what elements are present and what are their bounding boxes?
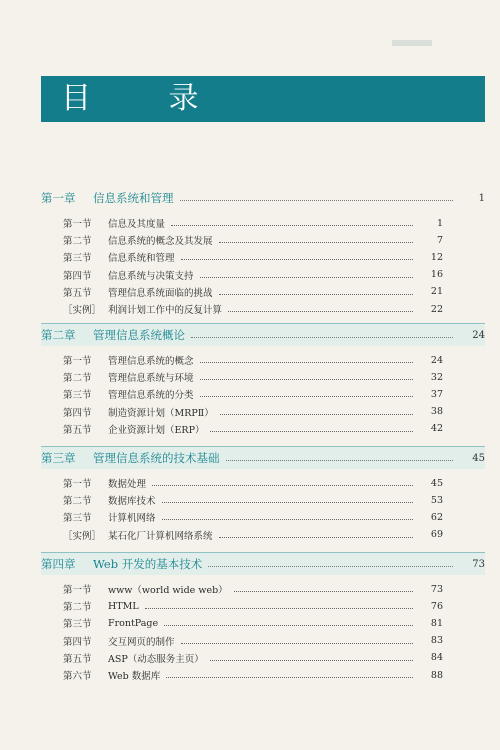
chapter-number: 第二章 [41,328,76,342]
section-number: 第五节 [63,424,92,436]
chapter-divider [41,446,485,447]
section-page-number: 16 [430,269,443,281]
chapter-number: 第一章 [41,191,76,205]
section-title: 管理信息系统与环境 [108,373,194,385]
chapter-heading [41,447,485,469]
toc-entry [63,667,443,683]
section-number: 第四节 [63,636,92,648]
chapter-heading [41,187,485,209]
dot-leader [219,293,413,295]
section-title: HTML [108,600,139,612]
chapter-heading [41,553,485,575]
section-title: 管理信息系统面临的挑战 [108,287,213,299]
section-title: 信息及其度量 [108,219,166,230]
toc-entry [63,301,443,317]
section-number: 第二节 [63,602,92,614]
chapter-title: 信息系统和管理 [93,191,174,205]
section-number: 第二节 [63,373,92,385]
toc-entry [63,509,443,525]
chapter-title: 管理信息系统概论 [93,328,185,342]
dot-leader [228,310,413,312]
section-page-number: 73 [430,583,443,595]
toc-entry [63,232,443,248]
section-number: ［实例］ [63,530,102,542]
section-title: 信息系统与决策支持 [108,270,194,282]
section-title: 信息系统和管理 [108,253,175,265]
section-number: 第三节 [63,253,92,265]
section-number: 第三节 [63,390,92,402]
dot-leader [219,536,413,538]
section-page-number: 21 [430,286,443,298]
dot-leader [145,607,413,609]
section-title: 制造资源计划（MRPⅡ） [108,407,214,419]
toc-entry [63,404,443,420]
dot-leader [210,430,413,432]
toc-entry [63,284,443,300]
dot-leader [200,395,413,397]
dot-leader [200,378,413,380]
dot-leader [171,224,413,226]
dot-leader [152,484,413,486]
section-title: www（world wide web） [108,585,228,596]
section-number: 第一节 [63,356,92,367]
toc-entry [63,615,443,631]
dot-leader [219,241,413,243]
section-page-number: 62 [430,511,443,523]
dot-leader [180,199,454,201]
dot-leader [208,565,453,567]
section-number: 第二节 [63,236,92,248]
dot-leader [226,459,454,461]
section-title: 企业资源计划（ERP） [108,424,205,436]
chapter-page-number: 24 [472,329,485,341]
section-title: Web 数据库 [108,671,161,682]
chapter-page-number: 73 [472,558,485,570]
chapter-heading [41,324,485,346]
dot-leader [162,501,413,503]
dot-leader [200,361,413,363]
section-page-number: 32 [430,371,443,383]
section-page-number: 84 [430,652,443,664]
section-number: 第五节 [63,653,92,665]
dot-leader [166,676,413,678]
section-title: 数据处理 [108,479,147,490]
dot-leader [191,336,453,338]
section-number: 第四节 [63,407,92,419]
chapter-title: Web 开发的基本技术 [93,557,203,571]
section-page-number: 83 [430,635,443,647]
toc-entry [63,386,443,402]
section-title: 计算机网络 [108,513,156,525]
section-page-number: 37 [430,388,443,400]
section-title: 数据库技术 [108,496,156,508]
page-title: 目 录 [61,81,233,116]
section-number: 第二节 [63,496,92,508]
section-title: 管理信息系统的分类 [108,390,194,402]
chapter-page-number: 1 [478,192,485,204]
section-page-number: 38 [430,406,443,418]
toc-entry [63,215,443,231]
section-page-number: 1 [436,217,443,229]
section-number: 第六节 [63,671,92,682]
dot-leader [234,590,413,592]
toc-entry [63,598,443,614]
section-number: 第一节 [63,219,92,230]
section-title: FrontPage [108,617,159,629]
section-page-number: 42 [430,423,443,435]
section-title: 交互网页的制作 [108,636,175,648]
section-title: 信息系统的概念及其发展 [108,236,213,248]
dot-leader [181,642,413,644]
section-number: 第一节 [63,479,92,490]
section-number: 第一节 [63,585,92,596]
chapter-number: 第四章 [41,557,76,571]
section-page-number: 76 [430,600,443,612]
section-page-number: 81 [430,617,443,629]
section-number: ［实例］ [63,305,102,316]
toc-entry [63,633,443,649]
toc-entry [63,369,443,385]
dot-leader [181,258,413,260]
dot-leader [200,276,413,278]
dot-leader [164,624,413,626]
dot-leader [220,413,413,415]
section-page-number: 88 [430,669,443,681]
dot-leader [162,518,413,520]
toc-entry [63,421,443,437]
toc-entry [63,249,443,265]
section-page-number: 7 [436,234,443,246]
toc-entry [63,267,443,283]
toc-entry [63,581,443,597]
section-number: 第三节 [63,513,92,525]
section-page-number: 69 [430,529,443,541]
chapter-number: 第三章 [41,451,76,465]
chapter-divider [41,323,485,324]
section-title: 某石化厂计算机网络系统 [108,530,213,542]
section-number: 第五节 [63,287,92,299]
section-title: 管理信息系统的概念 [108,356,194,367]
section-page-number: 45 [430,477,443,489]
dot-leader [210,659,413,661]
toc-entry [63,475,443,491]
toc-entry [63,492,443,508]
section-number: 第三节 [63,619,92,631]
chapter-divider [41,552,485,553]
section-page-number: 53 [430,494,443,506]
section-number: 第四节 [63,270,92,282]
toc-entry [63,527,443,543]
chapter-title: 管理信息系统的技术基础 [93,451,220,465]
section-page-number: 12 [430,251,443,263]
section-title: 利润计划工作中的反复计算 [108,305,223,316]
toc-entry [63,650,443,666]
section-title: ASP（动态服务主页） [108,653,204,665]
chapter-page-number: 45 [472,452,485,464]
toc-entry [63,352,443,368]
section-page-number: 24 [430,354,443,366]
section-page-number: 22 [430,303,443,315]
